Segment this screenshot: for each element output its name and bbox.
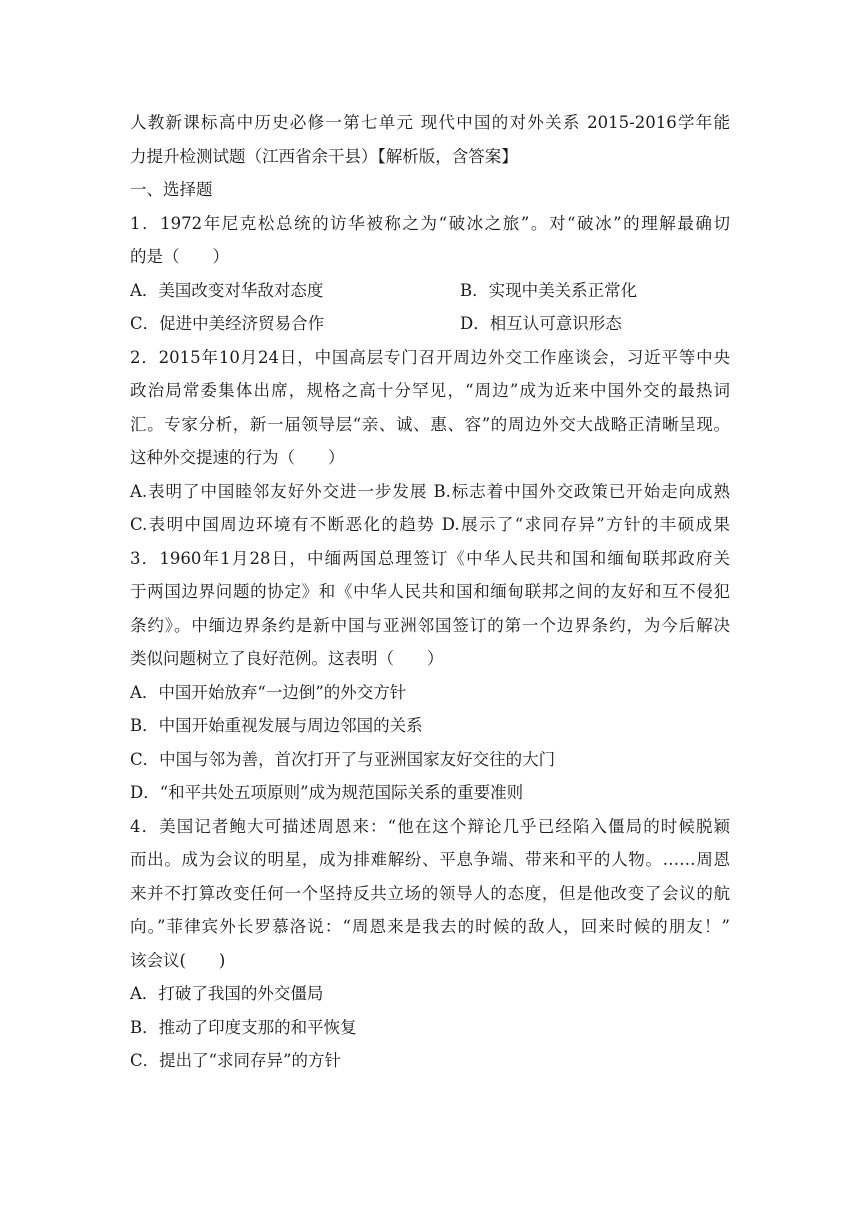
question-4-stem-line: 向。”菲律宾外长罗慕洛说：“周恩来是我去的时候的敌人，回来时候的朋友！” (130, 917, 730, 936)
title-line-1: 人教新课标高中历史必修一第七单元 现代中国的对外关系 2015-2016学年能 (130, 113, 730, 132)
question-1-options-row (130, 307, 730, 341)
section-heading: 一、选择题 (130, 180, 213, 199)
question-1-option-a: A．美国改变对华敌对态度 (130, 280, 324, 300)
document-page (130, 106, 730, 1078)
question-1-option-b: B．实现中美关系正常化 (460, 280, 638, 300)
question-2-options-ab: A.表明了中国睦邻友好外交进一步发展 B.标志着中国外交政策已开始走向成熟 (130, 481, 730, 501)
question-1-options-row (130, 274, 730, 308)
question-4-stem-line: 来并不打算改变任何一个坚持反共立场的领导人的态度，但是他改变了会议的航 (130, 883, 730, 903)
question-2-stem-line: 这种外交提速的行为（ ） (130, 448, 345, 467)
question-1 (130, 207, 730, 341)
question-3-option-d: D．“和平共处五项原则”成为规范国际关系的重要准则 (130, 783, 524, 802)
question-1-stem-line: 的是（ ） (130, 247, 229, 266)
question-2-options-cd: C.表明中国周边环境有不断恶化的趋势 D.展示了“求同存异”方针的丰硕成果 (130, 515, 730, 534)
question-1-option-c: C．促进中美经济贸易合作 (130, 314, 325, 333)
question-3-option-b: B．中国开始重视发展与周边邻国的关系 (130, 716, 423, 735)
question-4 (130, 810, 730, 1078)
question-2-stem-line: 2．2015年10月24日，中国高层专门召开周边外交工作座谈会，习近平等中央 (130, 347, 730, 367)
question-4-option-c: C．提出了“求同存异”的方针 (130, 1051, 341, 1070)
question-3 (130, 542, 730, 810)
question-1-stem-line: 1．1972年尼克松总统的访华被称之为“破冰之旅”。对“破冰”的理解最确切 (130, 213, 730, 233)
question-4-stem-line: 该会议( ) (130, 950, 226, 970)
question-2 (130, 341, 730, 542)
question-4-stem-line: 4．美国记者鲍大可描述周恩来：“他在这个辩论几乎已经陷入僵局的时候脱颖 (130, 816, 730, 836)
question-3-stem-line: 类似问题树立了良好范例。这表明（ ） (130, 649, 444, 668)
question-2-stem-line: 政治局常委集体出席，规格之高十分罕见，“周边”成为近来中国外交的最热词 (130, 381, 730, 400)
question-3-stem-line: 于两国边界问题的协定》和《中华人民共和国和缅甸联邦之间的友好和互不侵犯 (130, 582, 730, 601)
question-3-option-c: C．中国与邻为善，首次打开了与亚洲国家友好交往的大门 (130, 749, 556, 769)
question-4-option-b: B．推动了印度支那的和平恢复 (130, 1017, 357, 1037)
question-3-stem-line: 条约》。中缅边界条约是新中国与亚洲邻国签订的第一个边界条约，为今后解决 (130, 615, 730, 635)
question-4-stem-line: 而出。成为会议的明星，成为排难解纷、平息争端、带来和平的人物。……周恩 (130, 850, 730, 869)
question-3-stem-line: 3．1960年1月28日，中缅两国总理签订《中华人民共和国和缅甸联邦政府关 (130, 548, 730, 568)
question-2-stem-line: 汇。专家分析，新一届领导层“亲、诚、惠、容”的周边外交大战略正清晰呈现。 (130, 414, 730, 434)
question-4-option-a: A．打破了我国的外交僵局 (130, 984, 324, 1003)
title-line-2: 力提升检测试题（江西省余干县）【解析版，含答案】 (130, 146, 518, 166)
question-3-option-a: A．中国开始放弃“一边倒”的外交方针 (130, 682, 407, 702)
question-1-option-d: D．相互认可意识形态 (460, 314, 622, 333)
